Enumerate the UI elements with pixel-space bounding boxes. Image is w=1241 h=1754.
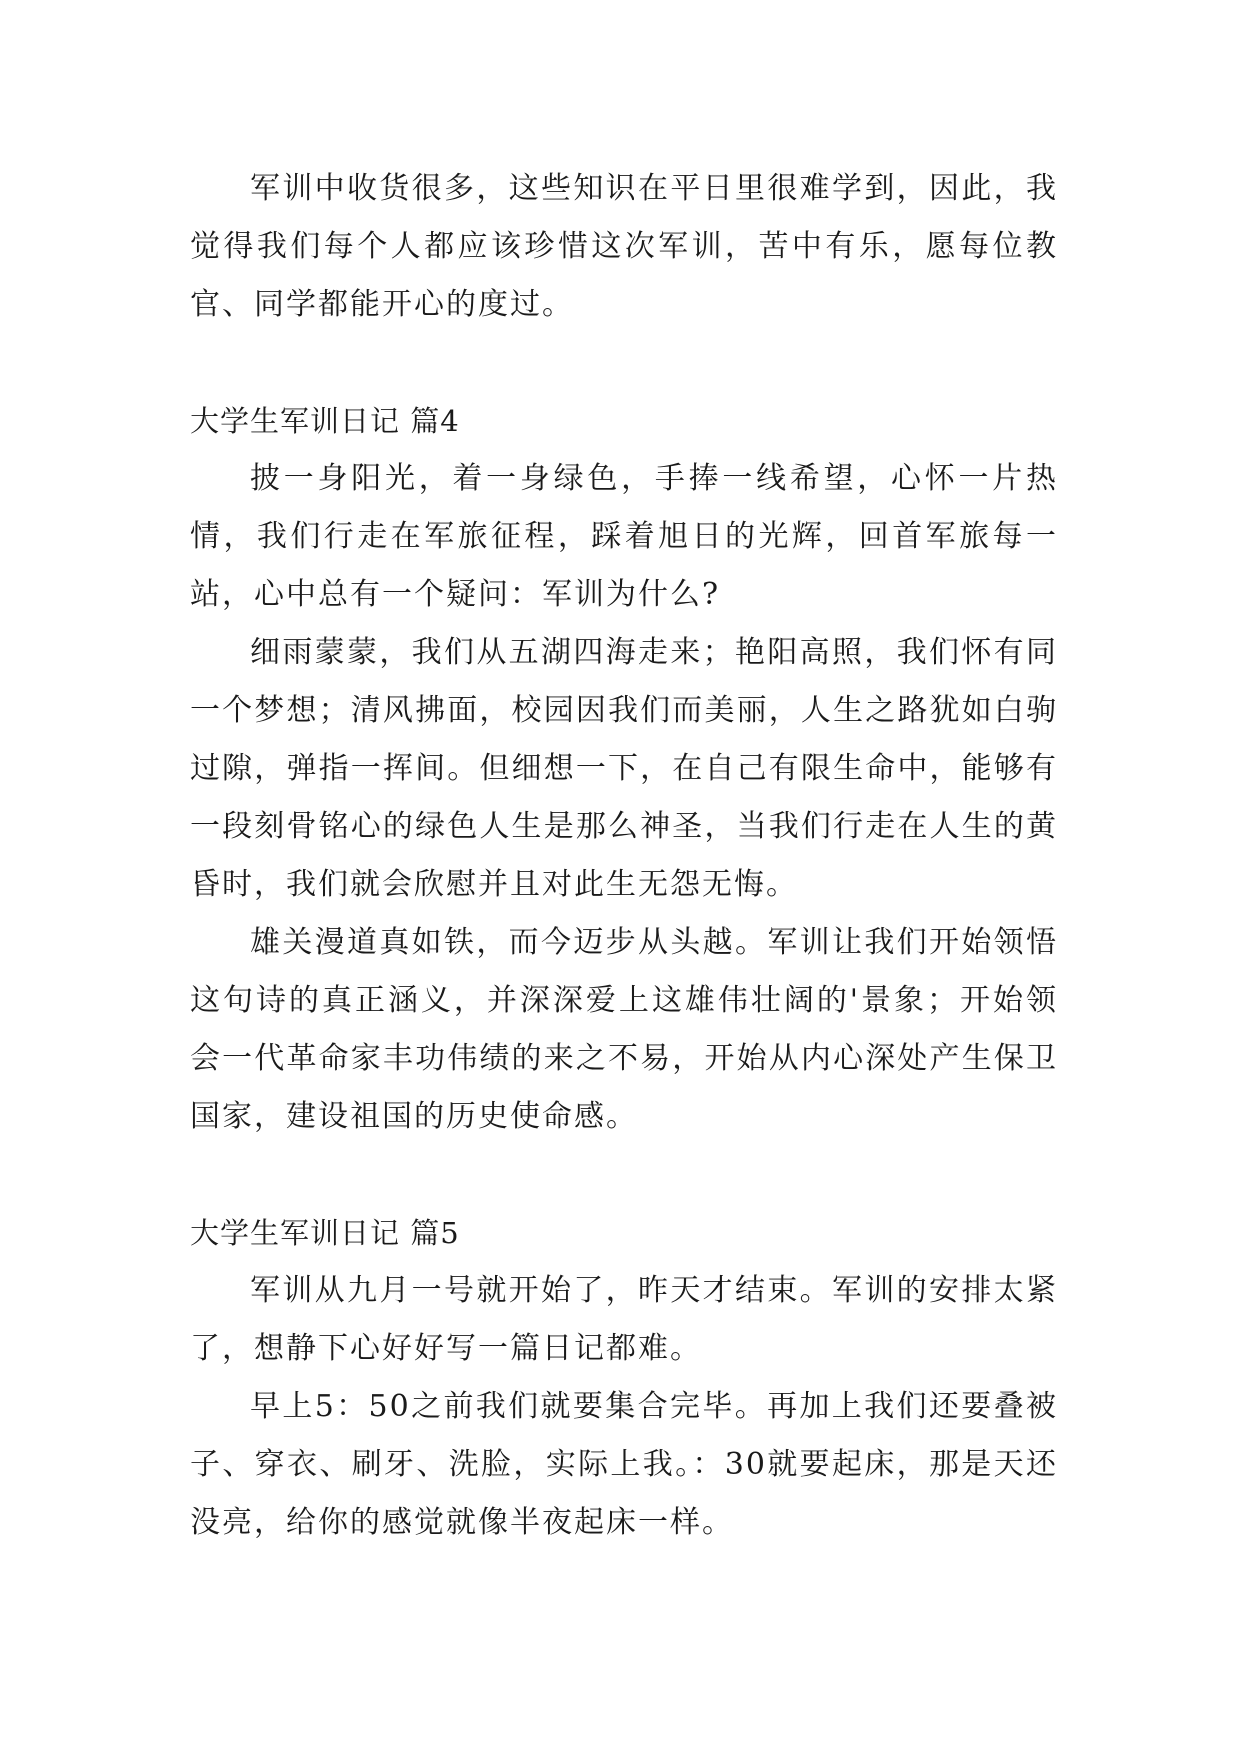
document-body (190, 160, 1058, 1552)
paragraph: 披一身阳光，着一身绿色，手捧一线希望，心怀一片热情，我们行走在军旅征程，踩着旭日的光辉，回首军旅每一站，心中总有一个疑问：军训为什么? (190, 461, 1058, 612)
paragraph: 军训中收货很多，这些知识在平日里很难学到，因此，我觉得我们每个人都应该珍惜这次军训，苦中有乐，愿每位教官、同学都能开心的度过。 (190, 171, 1058, 322)
paragraph: 早上5：50之前我们就要集合完毕。再加上我们还要叠被子、穿衣、刷牙、洗脸，实际上我。：30就要起床，那是天还没亮，给你的感觉就像半夜起床一样。 (190, 1389, 1058, 1540)
section-heading-4: 大学生军训日记 篇4 (190, 404, 460, 438)
paragraph: 细雨蒙蒙，我们从五湖四海走来；艳阳高照，我们怀有同一个梦想；清风拂面，校园因我们而美丽，人生之路犹如白驹过隙，弹指一挥间。但细想一下，在自己有限生命中，能够有一段刻骨铭心的绿色人生是那么神圣，当我们行走在人生的黄昏时，我们就会欣慰并且对此生无怨无悔。 (190, 635, 1058, 902)
paragraph: 雄关漫道真如铁，而今迈步从头越。军训让我们开始领悟这句诗的真正涵义，并深深爱上这雄伟壮阔的'景象；开始领会一代革命家丰功伟绩的来之不易，开始从内心深处产生保卫国家，建设祖国的历史使命感。 (190, 925, 1058, 1134)
section-spacer (190, 334, 1058, 392)
paragraph: 军训从九月一号就开始了，昨天才结束。军训的安排太紧了，想静下心好好写一篇日记都难。 (190, 1273, 1058, 1366)
section-heading-5: 大学生军训日记 篇5 (190, 1216, 460, 1250)
section-spacer (190, 1146, 1058, 1204)
